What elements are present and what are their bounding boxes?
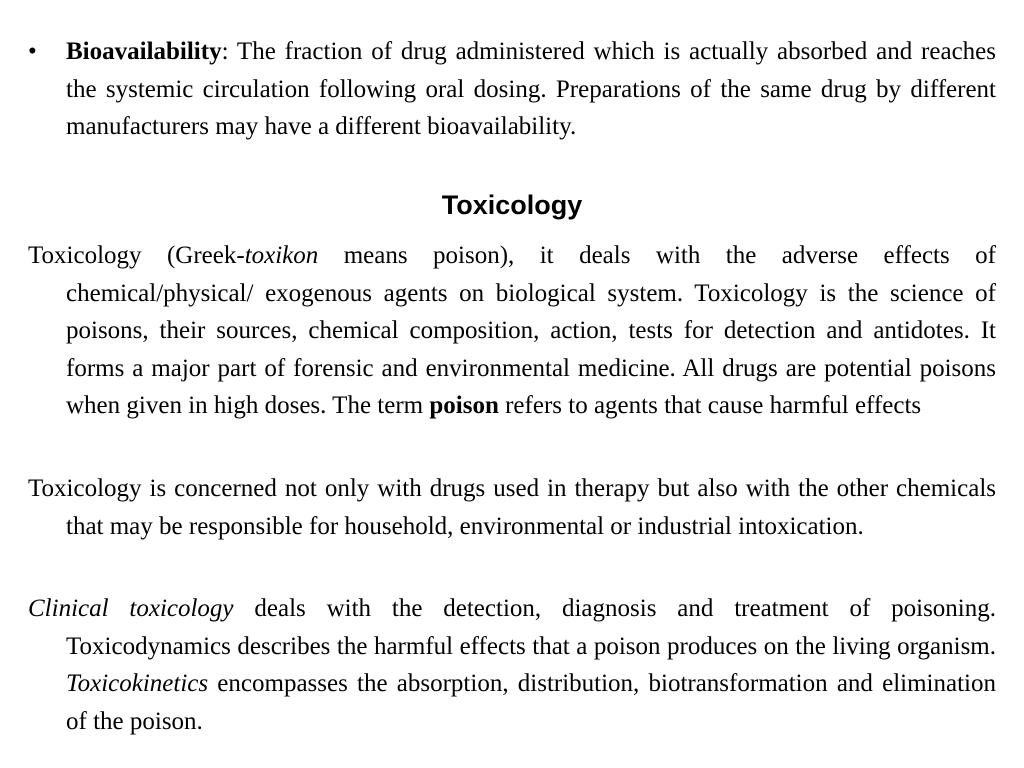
para1-poison: poison <box>429 392 499 419</box>
para1-text-c: means poison), it deals with the adverse effects of chemical/physical/ exogenous agents on biological system. Toxicology is the science of poisons, their sources, chemical composition, action, tests for detection and antidotes. It forms a major part of forensic and environmental medicine. All drugs are potential poisons when given in high doses. The term <box>66 242 996 419</box>
toxicology-definition-paragraph <box>28 237 996 425</box>
para1-text-a: Toxicology (Greek- <box>28 242 245 269</box>
bioavailability-definition: : The fraction of drug administered which is actually absorbed and reaches the systemic circulation following oral dosing. Preparations of the same drug by different manufacturers may have a different bioavailability. <box>66 38 996 140</box>
bullet-icon: • <box>28 38 37 65</box>
para3-text-b: deals with the detection, diagnosis and treatment of poisoning. Toxicodynamics describes the harmful effects that a poison produces on the living organism. <box>66 595 996 660</box>
toxicology-scope-paragraph <box>28 470 996 545</box>
para3-toxicokinetics: Toxicokinetics <box>66 670 209 697</box>
para1-toxikon: toxikon <box>244 242 319 269</box>
para2-text: Toxicology is concerned not only with drugs used in therapy but also with the other chemicals that may be responsible for household, environmental or industrial intoxication. <box>28 475 996 540</box>
bioavailability-bullet <box>28 33 996 146</box>
bioavailability-term: Bioavailability <box>66 38 222 65</box>
para3-clinical-toxicology: Clinical toxicology <box>28 595 234 622</box>
section-heading: Toxicology <box>441 190 583 220</box>
clinical-toxicology-paragraph <box>28 590 996 740</box>
para3-text-d: encompasses the absorption, distribution, biotransformation and elimination of the poison. <box>66 670 996 735</box>
para1-text-e: refers to agents that cause harmful effects <box>498 392 922 419</box>
